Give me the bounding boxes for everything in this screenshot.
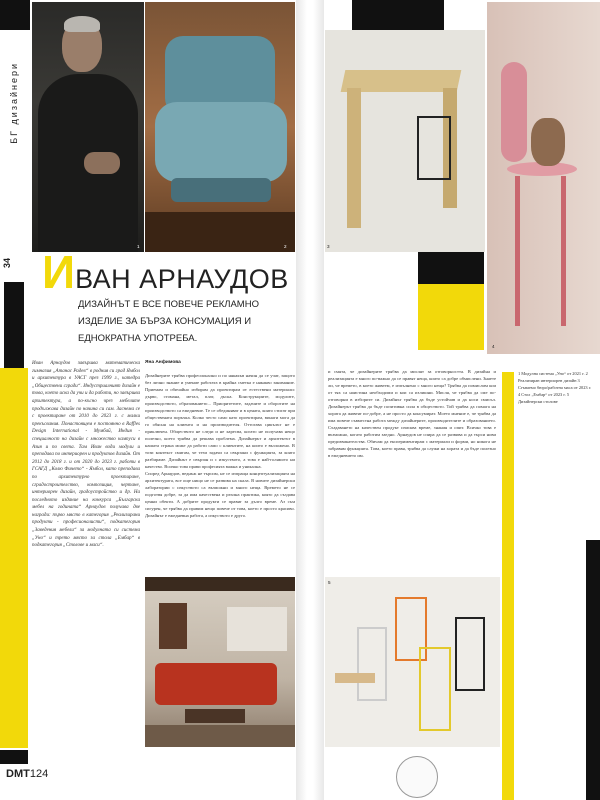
desk-leg-left	[347, 88, 361, 228]
intro-text	[32, 360, 140, 730]
interior-cabinet	[227, 607, 287, 651]
footer-logo-text: DMT	[6, 768, 30, 780]
chair-seat-wood	[335, 673, 375, 683]
stool-leg-1	[515, 176, 520, 326]
caption-num-4: 4	[492, 344, 495, 349]
chairs-photo	[325, 577, 500, 747]
caption-num-5: 5	[328, 580, 331, 585]
section-label: БГ дизайнери	[9, 62, 19, 144]
body-text-2: Според Арнаудов, веднъж не търсим, не се изпраща концептуализацията на архитектурата, все още нищо не се развива на скала. В новите дизайнерски лаборатории с изкуството са възможни и много неща. Времето не се подготвя добре, за да има качествена и реална практика, която да създава ценни обекти. А добрите продукти се правят за дълго време. Аз съм сигурен, че трябва да правим нещо повече от това, което е просто красиво. Дизайнът е ежедневна работа, а изкуството е друго.	[145, 471, 295, 518]
page-gutter	[296, 0, 324, 800]
black-stripe-left	[4, 282, 24, 372]
interior-wall-art	[159, 603, 187, 649]
footer-page-number: 124	[29, 768, 49, 780]
stool-photo	[487, 2, 600, 354]
yellow-stripe-left	[0, 368, 28, 748]
armchair-photo	[145, 2, 295, 252]
portrait-photo	[32, 2, 144, 252]
black-block-right	[418, 252, 484, 284]
caption-num-3: 3	[327, 244, 330, 249]
desk-photo	[325, 30, 485, 252]
stool-leg-2	[561, 176, 566, 326]
subtitle: ДИЗАЙНЪТ Е ВСЕ ПОВЕЧЕ РЕКЛАМНО ИЗДЕЛИЕ ЗА БЪРЗА КОНСУМАЦИЯ И ЕДНОКРАТНА УПОТРЕБА.	[78, 299, 259, 344]
black-block-top-left	[0, 0, 30, 30]
title-initial: И	[42, 246, 76, 298]
interior-table	[185, 709, 245, 723]
page-title	[42, 246, 302, 298]
chair-yellow	[419, 647, 451, 731]
stool-back	[501, 62, 527, 162]
black-block-top-right	[352, 0, 444, 30]
portrait-hands	[84, 152, 120, 174]
clock-decoration	[396, 756, 438, 798]
title-rest: ВАН АРНАУДОВ	[75, 264, 289, 294]
body-text-1: Дизайнерите трябва професионално и по някакъв начин да се учат, защото без лично знание и умение работата в крайна сметка е някакво занимание. Приемам и обичайно избирам да проектирам от естествени материали: дърво, стомана, метал, плат, дъска. Конструкциите, модулите, производството, образованието... Приоритетите, задачите и оборотите на производството са ежедневие. Те се обединяват и в цената, която стигат при обществената поръчка. Колко често само като проектирам, винаги мога да го обясня на клиента и на производителя. Оттогава цикълът не е приключен. Обществото не следи и не харесва, когато не получава нещо полезно, което трябва да решава проблема. Дизайнерът и архитектът в нашата страна може да работи само с клиентите, на които е възложено. В този контекст смятам, че тези задачи са свързани с функцията, за която разбираме. Дизайнът е свързан и с изкуството, а това е най-голямото ни качество. Всичко това прави професията важна и уникална.	[145, 373, 295, 469]
side-page-number: 34	[2, 258, 12, 269]
footer-logo	[6, 768, 48, 780]
caption-list: 1 Модулна система „Уно“ от 2021 г. 2 Реализиран интериорен дизайн 3 Сгъваемо бюро/работна маса от 2023 г. 4 Стол „Ембар“ от 2023 г. 5 Дизайнерски столове	[518, 371, 592, 404]
chair-black	[455, 617, 485, 691]
caption-num-2: 2	[284, 244, 287, 249]
yellow-stripe-right	[502, 372, 514, 800]
author: Яна Анфимова	[145, 360, 181, 365]
floor	[145, 212, 295, 252]
caption-num-1: 1	[137, 244, 140, 249]
chair-white	[357, 627, 387, 701]
right-body-text: и смята, че дизайнерите трябва да мислят за отговорността. В дизайна и реализацията е много по-важно да се правят неща, които са добре обмислени. Знаете ли, че времето, в което живеем, е изпълнено с много неща? Трябва да помислим кои от тях са наистина необходими и кои са излишни. Мисля, че трябва да сме по-отговорни в изборите си. Дизайнът трябва да бъде устойчив и да носи смисъл. Дизайнерът трябва да бъде позитивна сила в обществото. Той трябва да помага на хората да живеят по-добре, а не просто да консумират. Моето мнение е, че трябва да има повече съвместна работа между дизайнерите, производителите и образованието. Създаването на качествен продукт изисква време, знания и опит. Всичко това е възможно, когато работим заедно. Арнаудов не спира да се развива и да търси нови предизвикателства. Обичам да експериментирам с материали и форми, но никога не забравям функцията. Това, което правя, трябва да служи на хората и да бъде полезно в ежедневието им.	[328, 369, 496, 458]
interior-floor	[145, 725, 295, 747]
armchair-seat	[155, 102, 287, 182]
interior-ceiling-beam	[145, 577, 295, 591]
yellow-block-right	[418, 284, 484, 350]
interior-sofa	[155, 663, 277, 705]
armchair-base	[171, 178, 271, 202]
intro-text-body: Иван Арнаудов завършва математическа гимназия „Атанас Радев“ в родния си град Ямбол и архитектура в УАСГ през 1999 г., катедра „Обществени сгради“. Индустриалният дизайн е това, което иска да учи и да работи, но завършва архитектура, а по-късно чрез мебелите продължава дизайн по начина си сам. Заснема се с проектиране от 2010 до 2023 г. с малки прекъсвания. Понастоящем е постоянно в Raffles Design International - Мумбай, Индия - специалност на дизайн с множество кампуси в Азия и по света. Там Иван води модули и преподава по интериорен и продуктов дизайн. От 2012 до 2018 г. и от 2020 до 2023 г. работи в ГСАГД „Колю Фичето“ - Ямбол, като преподава по архитектурно проектиране, сградостроителство, композиция, чертане, интериорен дизайн, градоустройство и др. На последното издание на конкурса „Българска мебел на годината“ Арнаудов получава две награди: първо място в категория „Реализирани продукти - професионалисти“, подкатегория „Заведения мебели“ за модулната си система „Уно“ и трето място за стола „Ембар“ в подкатегория „Столове и маси“.	[32, 361, 140, 549]
black-stripe-right	[586, 540, 600, 800]
interior-photo	[145, 577, 295, 747]
cat	[531, 118, 565, 166]
footer-black-bar	[0, 750, 28, 764]
portrait-hair	[64, 16, 100, 32]
desk-chair	[417, 116, 451, 180]
